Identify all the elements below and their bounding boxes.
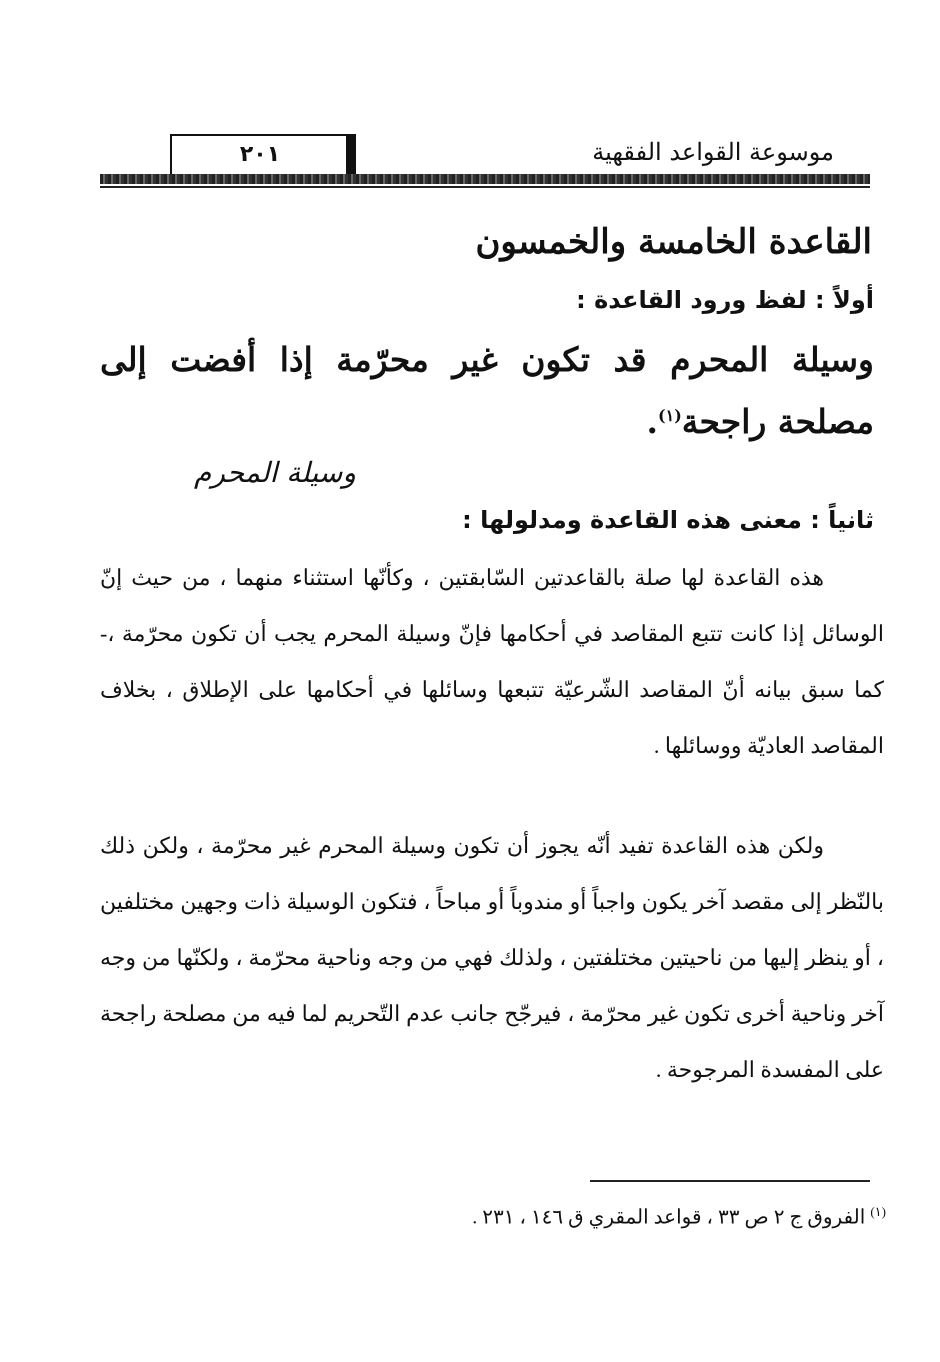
header-rule-thick (100, 174, 870, 184)
header-title: موسوعة القواعد الفقهية (592, 138, 834, 166)
main-title: القاعدة الخامسة والخمسون (475, 222, 872, 262)
rule-footnote-ref: (١) (658, 406, 682, 425)
paragraph-1: هذه القاعدة لها صلة بالقاعدتين السّابقتين ، وكأنّها استثناء منهما ، من حيث إنّ الوسائل إذا كانت تتبع المقاصد في أحكامها فإنّ وسيلة المحرم يجب أن تكون محرّمة ،- كما سبق بيانه أنّ المقاصد الشّرعيّة تتبعها وسائلها في أحكامها على الإطلاق ، بخلاف المقاصد العاديّة ووسائلها . (100, 565, 884, 758)
footnote-text: الفروق ج ٢ ص ٣٣ ، قواعد المقري ق ١٤٦ ، ٢٣١ . (472, 1206, 866, 1229)
section2-heading: ثانياً : معنى هذه القاعدة ومدلولها : (462, 506, 874, 534)
rule-statement-end: . (646, 402, 659, 441)
page-header (100, 134, 870, 186)
footnote (472, 1204, 886, 1230)
section1-heading: أولاً : لفظ ورود القاعدة : (576, 286, 874, 314)
page-number: ٢٠١ (239, 142, 281, 167)
handwritten-note: وسيلة المحرم (194, 456, 356, 489)
rule-statement (100, 332, 874, 450)
paragraph-2: ولكن هذه القاعدة تفيد أنّه يجوز أن تكون وسيلة المحرم غير محرّمة ، ولكن ذلك بالنّظر إلى مقصد آخر يكون واجباً أو مندوباً أو مباحاً ، فتكون الوسيلة ذات وجهين مختلفين ، أو ينظر إليها من ناحيتين مختلفتين ، ولذلك فهي من وجه وناحية محرّمة ، ولكنّها من وجه آخر وناحية أخرى تكون غير محرّمة ، فيرجّح جانب عدم التّحريم لما فيه من مصلحة راجحة على المفسدة المرجوحة . (100, 833, 884, 1082)
footnote-marker: (١) (870, 1204, 886, 1219)
rule-statement-text: وسيلة المحرم قد تكون غير محرّمة إذا أفضت إلى مصلحة راجحة (100, 340, 874, 441)
footnote-divider (590, 1180, 870, 1182)
header-rule-thin (100, 186, 870, 188)
page-number-box (170, 134, 350, 176)
